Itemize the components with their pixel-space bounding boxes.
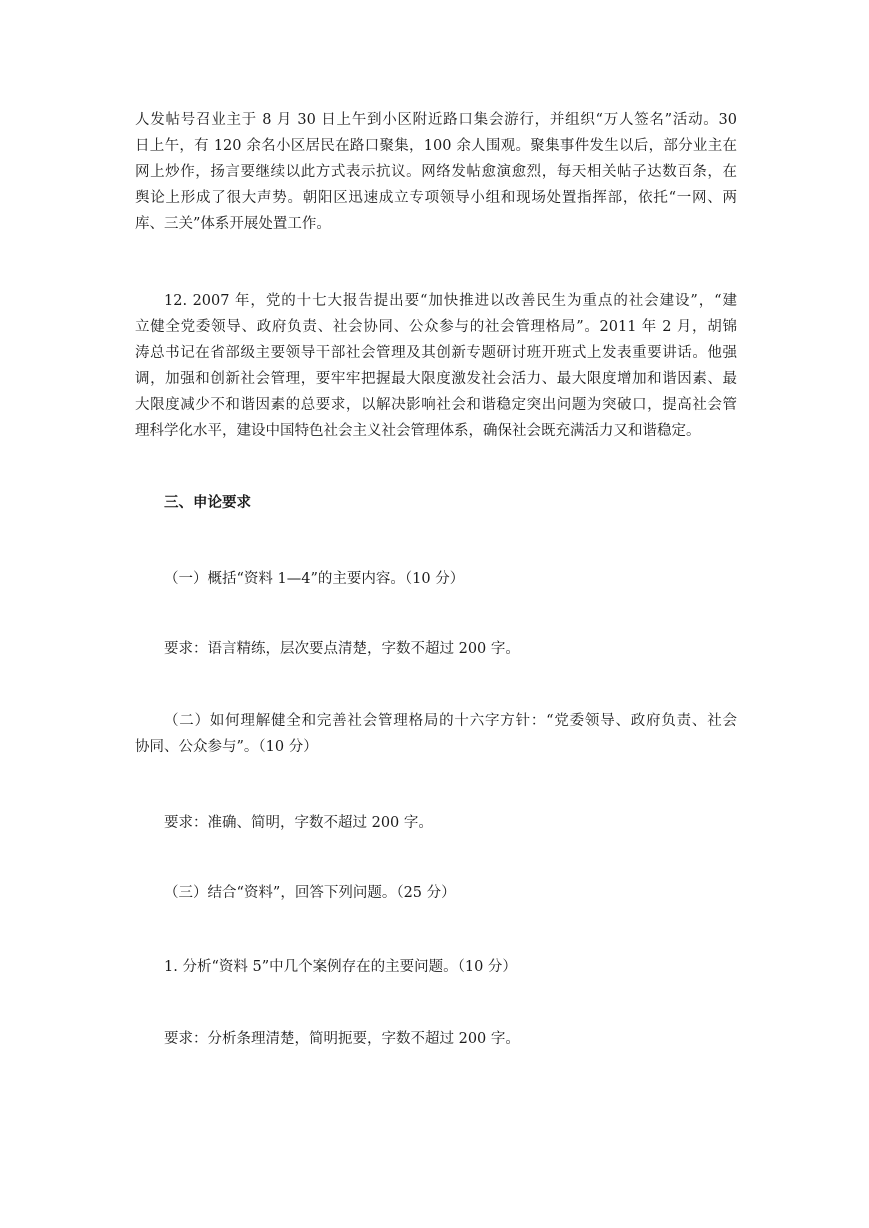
question-3: [135, 880, 737, 906]
text-line: 大限度减少不和谐因素的总要求，以解决影响社会和谐稳定突出问题为突破口，提高社会管: [135, 397, 737, 413]
requirement-text: 要求：语言精练，层次要点清楚，字数不超过 200 字。: [164, 641, 520, 657]
section-title: 三、申论要求: [164, 494, 251, 511]
paragraph-12: [135, 288, 737, 444]
paragraph-continuation: [135, 107, 737, 237]
text-line: 日上午，有 120 余名小区居民在路口聚集，100 余人围观。聚集事件发生以后，部分业主在: [135, 138, 737, 154]
question-text: （三）结合“资料”，回答下列问题。（25 分）: [164, 885, 456, 901]
question-1: [135, 566, 737, 592]
question-1-requirement: [135, 636, 737, 662]
text-line: 理科学化水平，建设中国特色社会主义社会管理体系，确保社会既充满活力又和谐稳定。: [135, 423, 701, 439]
text-line: 库、三关”体系开展处置工作。: [135, 216, 331, 232]
text-line: 立健全党委领导、政府负责、社会协同、公众参与的社会管理格局”。2011 年 2 月，胡锦: [135, 319, 737, 335]
question-2: [135, 708, 737, 760]
question-text: （二）如何理解健全和完善社会管理格局的十六字方针：“党委领导、政府负责、社会: [164, 713, 737, 729]
text-line: 涛总书记在省部级主要领导干部社会管理及其创新专题研讨班开班式上发表重要讲话。他强: [135, 345, 737, 361]
question-text: 1. 分析“资料 5”中几个案例存在的主要问题。（10 分）: [164, 959, 517, 975]
text-line: 调，加强和创新社会管理，要牢牢把握最大限度激发社会活力、最大限度增加和谐因素、最: [135, 371, 737, 387]
question-3-sub-1: [135, 954, 737, 980]
text-line: 舆论上形成了很大声势。朝阳区迅速成立专项领导小组和现场处置指挥部，依托“一网、两: [135, 190, 737, 206]
text-line: 网上炒作，扬言要继续以此方式表示抗议。网络发帖愈演愈烈，每天相关帖子达数百条，在: [135, 164, 737, 180]
question-text: 协同、公众参与”。（10 分）: [135, 739, 318, 755]
question-text: （一）概括“资料 1—4”的主要内容。（10 分）: [164, 571, 465, 587]
question-2-requirement: [135, 810, 737, 836]
section-heading: [135, 490, 737, 516]
text-line: 人发帖号召业主于 8 月 30 日上午到小区附近路口集会游行，并组织“万人签名”活动。30: [135, 112, 737, 128]
question-3-sub-1-requirement: [135, 1026, 737, 1052]
text-line: 12. 2007 年，党的十七大报告提出要“加快推进以改善民生为重点的社会建设”，“建: [164, 293, 737, 309]
requirement-text: 要求：分析条理清楚，简明扼要，字数不超过 200 字。: [164, 1031, 520, 1047]
requirement-text: 要求：准确、简明，字数不超过 200 字。: [164, 815, 433, 831]
